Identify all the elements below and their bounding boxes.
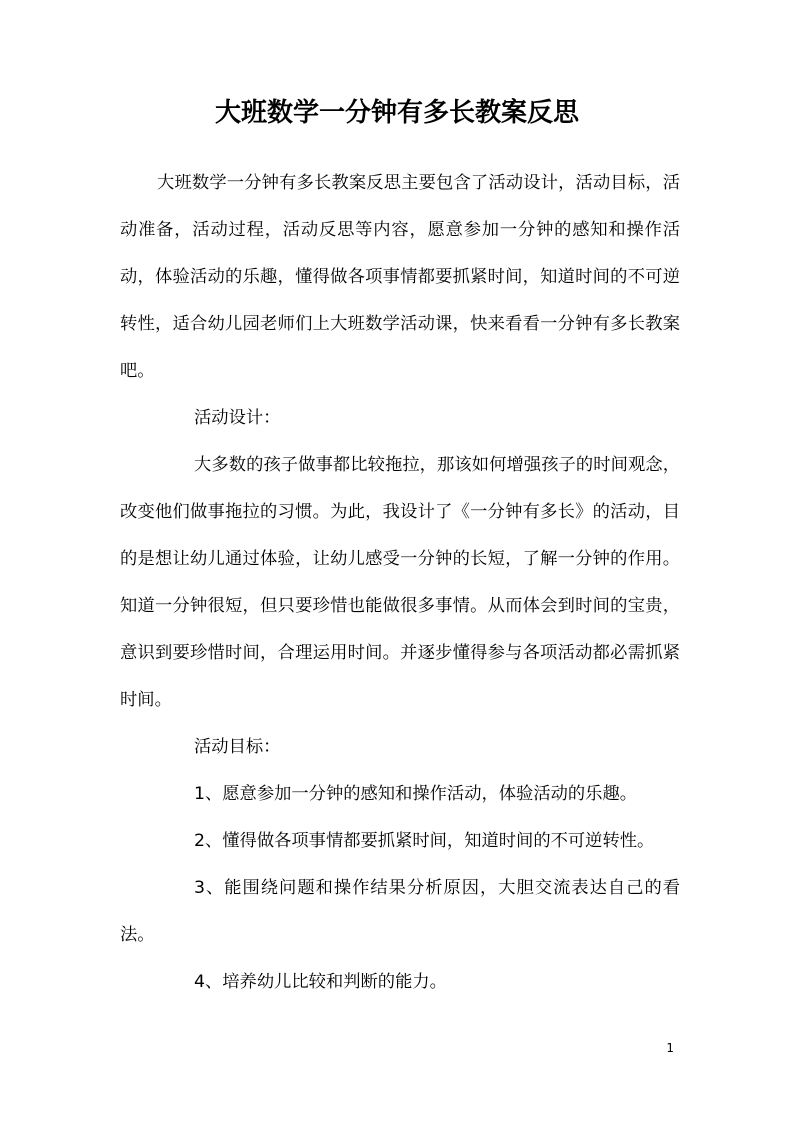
document-title: 大班数学一分钟有多长教案反思 <box>214 98 579 128</box>
goal-item-2: 2、懂得做各项事情都要抓紧时间，知道时间的不可逆转性。 <box>194 831 655 851</box>
activity-design-heading: 活动设计： <box>194 408 281 428</box>
activity-goals-heading: 活动目标： <box>194 737 281 757</box>
activity-design-paragraph: 大多数的孩子做事都比较拖拉，那该如何增强孩子的时间观念，改变他们做事拖拉的习惯。为此，我设计了《一分钟有多长》的活动，目的是想让幼儿通过体验，让幼儿感受一分钟的长短，了解一分钟的作用。知道一分钟很短，但只要珍惜也能做很多事情。从而体会到时间的宝贵，意识到要珍惜时间，合理运用时间。并逐步懂得参与各项活动都必需抓紧时间。 <box>120 455 680 710</box>
intro-paragraph: 大班数学一分钟有多长教案反思主要包含了活动设计，活动目标，活动准备，活动过程，活动反思等内容，愿意参加一分钟的感知和操作活动，体验活动的乐趣，懂得做各项事情都要抓紧时间，知道时间的不可逆转性，适合幼儿园老师们上大班数学活动课，快来看看一分钟有多长教案吧。 <box>120 173 680 381</box>
document-body <box>120 160 680 1006</box>
page-number: 1 <box>666 1041 674 1055</box>
goal-item-3: 3、能围绕问题和操作结果分析原因，大胆交流表达自己的看法。 <box>120 878 680 945</box>
goal-item-1: 1、愿意参加一分钟的感知和操作活动，体验活动的乐趣。 <box>194 784 638 804</box>
goal-item-4: 4、培养幼儿比较和判断的能力。 <box>194 972 447 992</box>
